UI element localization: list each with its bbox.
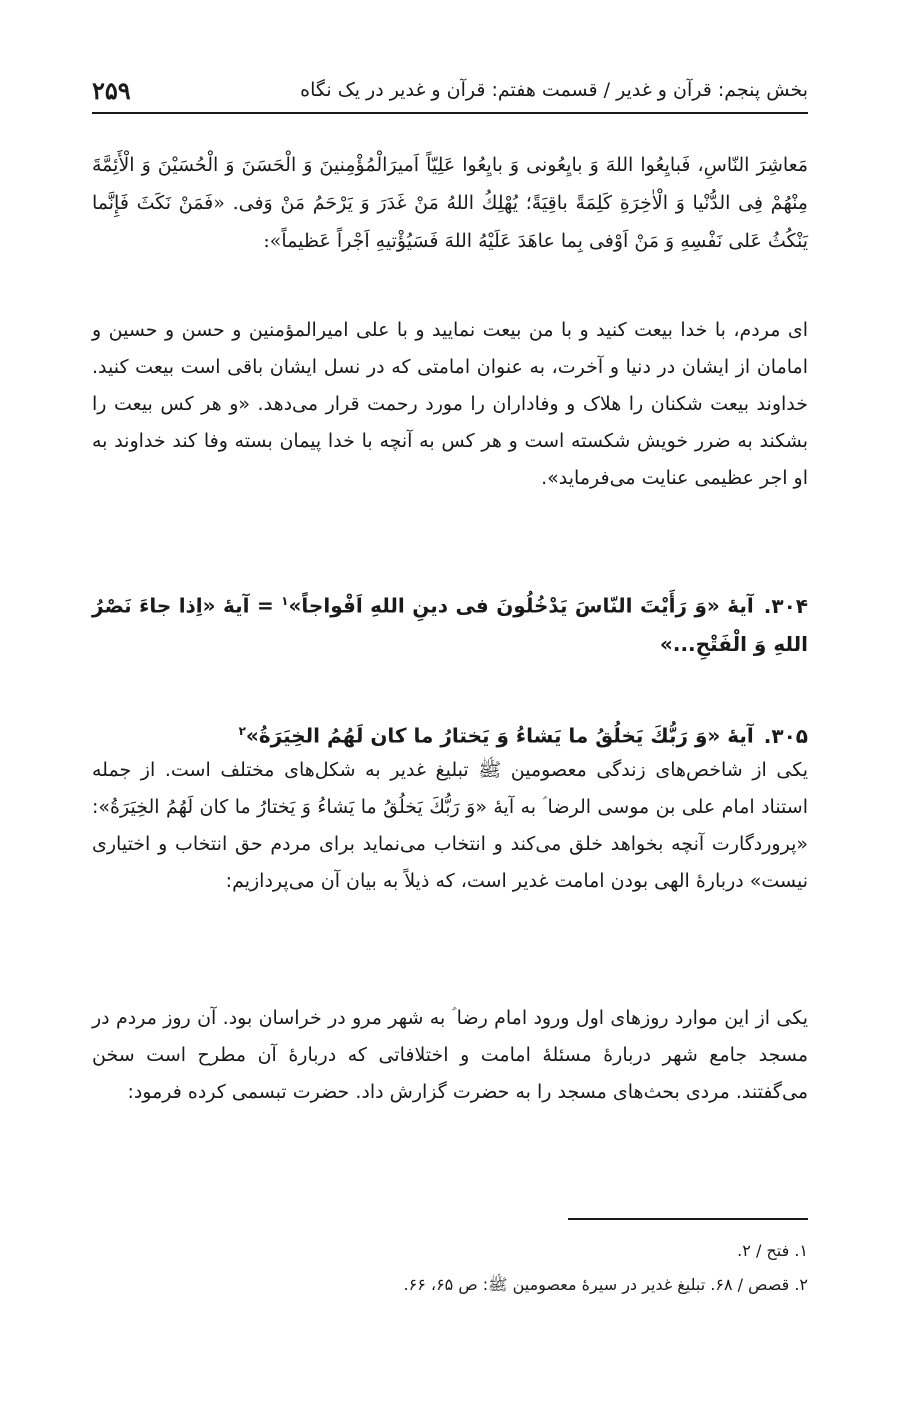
running-title: بخش پنجم: قرآن و غدیر / قسمت هفتم: قرآن و غدیر در یک نگاه [300, 79, 808, 101]
section-number: ۳۰۴. [763, 593, 808, 618]
footnote-2: ۲. قصص / ۶۸. تبلیغ غدیر در سیرهٔ معصومین ﷺ: ص ۶۵، ۶۶. [403, 1275, 808, 1294]
footnotes [92, 1234, 808, 1302]
section-heading-304 [92, 582, 808, 663]
book-page [92, 0, 808, 1405]
footnote-marker: ۱ [281, 594, 289, 608]
page-header [92, 68, 808, 114]
section-number: ۳۰۵. [763, 723, 808, 748]
body-paragraph-2: یکی از این موارد روزهای اول ورود امام رضا ؑ به شهر مرو در خراسان بود. آن روز مردم در مسجد جامع شهر دربارهٔ مسئلهٔ امامت و اختلافاتی که دربارهٔ آن مطرح است سخن می‌گفتند. مردی بحث‌های مسجد را به حضرت گزارش داد. حضرت تبسمی کرده فرمود: [92, 1007, 808, 1103]
footnote-marker: ۲ [238, 724, 246, 738]
translation-paragraph: ای مردم، با خدا بیعت کنید و با من بیعت نمایید و با علی امیرالمؤمنین و حسن و حسین و امامان از ایشان در دنیا و آخرت، به عنوان امامتی که در نسل ایشان باقی است بیعت کنید. خداوند بیعت شکنان را هلاک و وفاداران را مورد رحمت قرار می‌دهد. «و هر کس بیعت را بشکند به ضرر خویش شکسته است و هر کس به آنچه با خدا پیمان بسته وفا کند خداوند به او اجر عظیمی عنایت می‌فرماید». [92, 319, 808, 489]
page-number: ۲۵۹ [92, 75, 131, 105]
footnote-divider [568, 1218, 808, 1220]
body-paragraph-1: یکی از شاخص‌های زندگی معصومین ﷺ تبلیغ غدیر به شکل‌های مختلف است. از جمله استناد امام علی بن موسی الرضا ؑ به آیهٔ «وَ رَبُّكَ يَخلُقُ ما يَشاءُ وَ يَختارُ ما كان لَهُمُ الخِيَرَةُ»: «پروردگارت آنچه بخواهد خلق می‌کند و انتخاب می‌نماید برای مردم حق انتخاب و اختیاری نیست» دربارهٔ الهی بودن امامت غدیر است، که ذیلاً به بیان آن می‌پردازیم: [92, 759, 808, 892]
footnote-1: ۱. فتح / ۲. [737, 1241, 808, 1260]
section-title: آیهٔ «وَ رَأَيْتَ النّاسَ يَدْخُلُونَ فى دينِ اللهِ اَفْواجاً» [288, 593, 754, 618]
section-title: آیهٔ «وَ رَبُّكَ يَخلُقُ ما يَشاءُ وَ يَختارُ ما كان لَهُمُ الخِيَرَةُ» [245, 723, 754, 748]
section-title-continuation: = آیهٔ «اِذا جاءَ نَصْرُ اللهِ وَ الْفَتْحِ...» [92, 593, 808, 656]
arabic-quote: مَعاشِرَ النّاسِ، فَبايِعُوا اللهَ وَ بايِعُونى وَ بايِعُوا عَلِيّاً اَميرَالْمُؤْمِنينَ وَ الْحَسَنَ وَ الْحُسَيْنَ وَ الْأَئِمَّةَ مِنْهُمْ فِى الدُّنْيا وَ الْاٰخِرَةِ كَلِمَةً باقِيَةً؛ يُهْلِكُ اللهُ مَنْ غَدَرَ وَ يَرْحَمُ مَنْ وَفى. «فَمَنْ نَكَثَ فَإِنَّما يَنْكُثُ عَلى نَفْسِهِ وَ مَنْ اَوْفى بِما عاهَدَ عَلَيْهُ اللهَ فَسَيُؤْتيهِ اَجْراً عَظيماً»: [92, 154, 808, 252]
section-heading-305 [92, 712, 808, 755]
